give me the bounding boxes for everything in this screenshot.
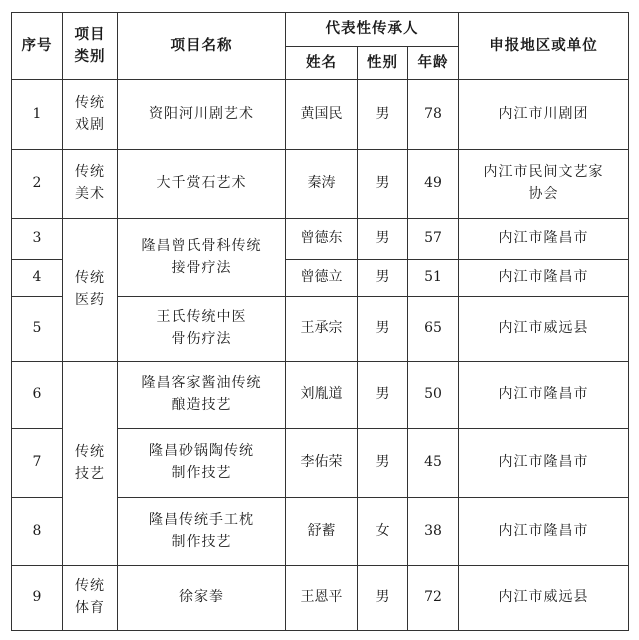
- region-cell: 内江市川剧团: [459, 80, 629, 150]
- header-name: 姓名: [286, 47, 358, 80]
- seq-cell: 4: [12, 260, 63, 297]
- table-row: [12, 80, 629, 150]
- gender-cell: 男: [358, 150, 408, 219]
- project-cell: 隆昌砂锅陶传统 制作技艺: [118, 429, 286, 498]
- table-row: [12, 362, 629, 429]
- name-cell: 黄国民: [286, 80, 358, 150]
- region-cell: 内江市隆昌市: [459, 498, 629, 566]
- region-cell: 内江市隆昌市: [459, 260, 629, 297]
- seq-cell: 1: [12, 80, 63, 150]
- age-cell: 45: [408, 429, 459, 498]
- header-project-name: 项目名称: [118, 13, 286, 80]
- name-cell: 王恩平: [286, 566, 358, 631]
- table-row: [12, 150, 629, 219]
- table-row: [12, 219, 629, 260]
- name-cell: 刘胤道: [286, 362, 358, 429]
- category-cell: 传统 戏剧: [63, 80, 118, 150]
- age-cell: 78: [408, 80, 459, 150]
- name-cell: 曾德立: [286, 260, 358, 297]
- age-cell: 49: [408, 150, 459, 219]
- name-cell: 李佑荣: [286, 429, 358, 498]
- age-cell: 38: [408, 498, 459, 566]
- category-cell: 传统 医药: [63, 219, 118, 362]
- region-cell: 内江市威远县: [459, 566, 629, 631]
- age-cell: 51: [408, 260, 459, 297]
- header-representative: 代表性传承人: [286, 13, 459, 47]
- category-cell: 传统 体育: [63, 566, 118, 631]
- header-seq: 序号: [12, 13, 63, 80]
- name-cell: 秦涛: [286, 150, 358, 219]
- region-cell: 内江市隆昌市: [459, 362, 629, 429]
- header-category: 项目 类别: [63, 13, 118, 80]
- gender-cell: 男: [358, 362, 408, 429]
- gender-cell: 女: [358, 498, 408, 566]
- header-gender: 性别: [358, 47, 408, 80]
- region-cell: 内江市隆昌市: [459, 219, 629, 260]
- project-cell: 隆昌客家酱油传统 酿造技艺: [118, 362, 286, 429]
- name-cell: 曾德东: [286, 219, 358, 260]
- seq-cell: 3: [12, 219, 63, 260]
- age-cell: 72: [408, 566, 459, 631]
- region-cell: 内江市威远县: [459, 297, 629, 362]
- name-cell: 王承宗: [286, 297, 358, 362]
- gender-cell: 男: [358, 429, 408, 498]
- region-cell: 内江市民间文艺家 协会: [459, 150, 629, 219]
- seq-cell: 5: [12, 297, 63, 362]
- seq-cell: 9: [12, 566, 63, 631]
- age-cell: 65: [408, 297, 459, 362]
- gender-cell: 男: [358, 566, 408, 631]
- project-cell: 隆昌曾氏骨科传统 接骨疗法: [118, 219, 286, 297]
- project-cell: 王氏传统中医 骨伤疗法: [118, 297, 286, 362]
- project-cell: 大千赏石艺术: [118, 150, 286, 219]
- age-cell: 50: [408, 362, 459, 429]
- category-cell: 传统 美术: [63, 150, 118, 219]
- project-cell: 隆昌传统手工枕 制作技艺: [118, 498, 286, 566]
- seq-cell: 2: [12, 150, 63, 219]
- gender-cell: 男: [358, 80, 408, 150]
- heritage-table: [11, 12, 629, 631]
- category-cell: 传统 技艺: [63, 362, 118, 566]
- gender-cell: 男: [358, 297, 408, 362]
- gender-cell: 男: [358, 219, 408, 260]
- header-row-1: [12, 13, 629, 47]
- table-row: [12, 566, 629, 631]
- project-cell: 徐家拳: [118, 566, 286, 631]
- seq-cell: 7: [12, 429, 63, 498]
- project-cell: 资阳河川剧艺术: [118, 80, 286, 150]
- header-age: 年龄: [408, 47, 459, 80]
- name-cell: 舒蓄: [286, 498, 358, 566]
- region-cell: 内江市隆昌市: [459, 429, 629, 498]
- age-cell: 57: [408, 219, 459, 260]
- header-region: 申报地区或单位: [459, 13, 629, 80]
- gender-cell: 男: [358, 260, 408, 297]
- seq-cell: 8: [12, 498, 63, 566]
- seq-cell: 6: [12, 362, 63, 429]
